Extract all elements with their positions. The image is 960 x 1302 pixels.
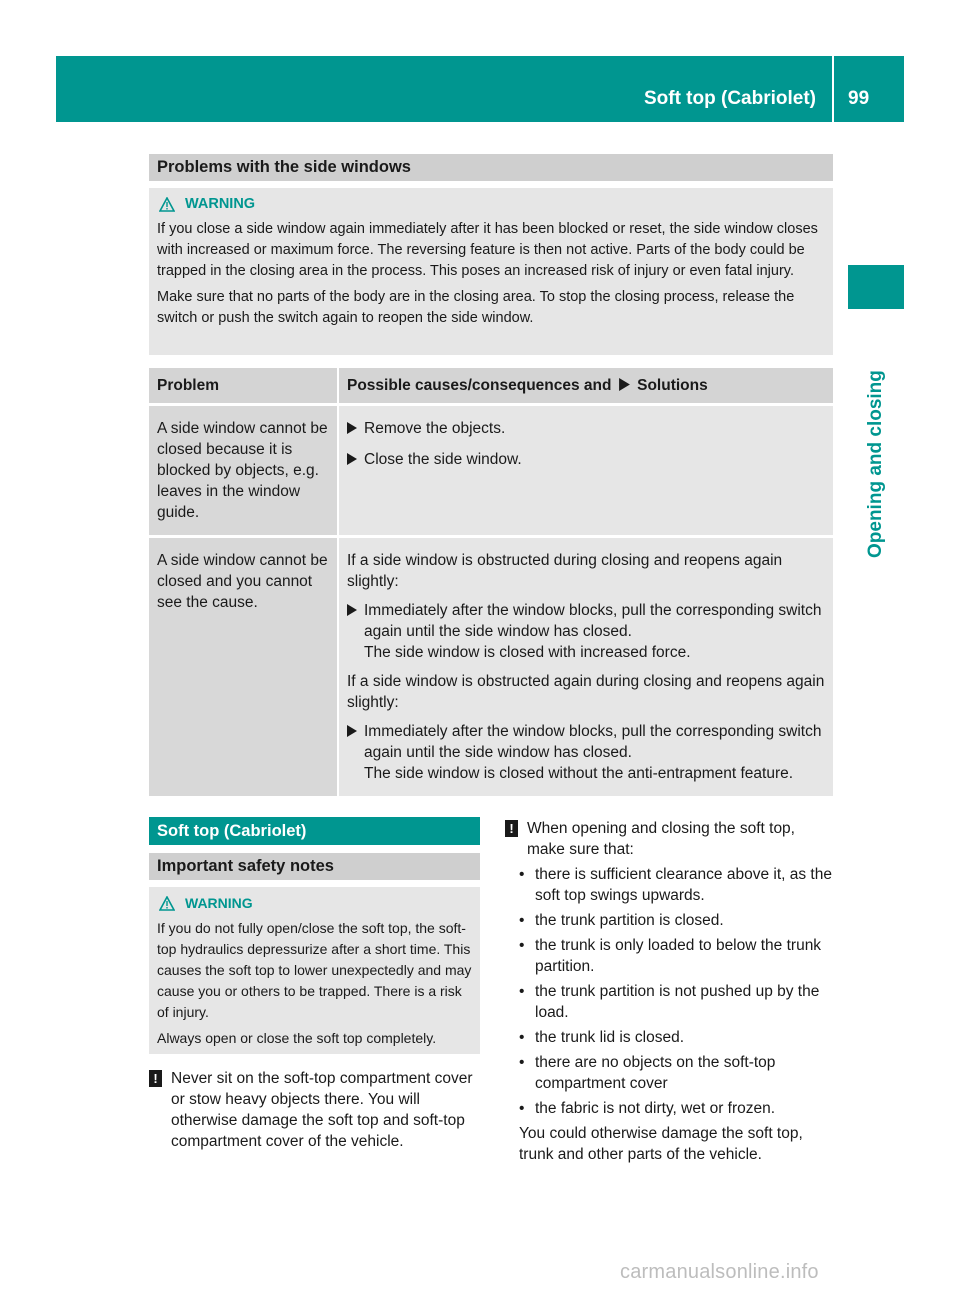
section-bar-soft-top: Soft top (Cabriolet)	[149, 817, 480, 845]
exclamation-notice-icon: !	[505, 820, 518, 837]
section-heading-side-windows: Problems with the side windows	[149, 154, 833, 181]
column-header-solutions	[339, 368, 833, 406]
action-arrow-icon	[347, 725, 357, 737]
closing-text: You could otherwise damage the soft top, trunk and other parts of the vehicle.	[519, 1125, 803, 1163]
action-step-text: Immediately after the window blocks, pull the corresponding switch again until the side window has closed.	[364, 723, 822, 761]
warning-triangle-icon	[159, 896, 175, 911]
watermark: carmanualsonline.info	[620, 1261, 819, 1283]
list-item-text: the fabric is not dirty, wet or frozen.	[535, 1100, 776, 1117]
action-result: The side window is closed without the anti-entrapment feature.	[364, 765, 794, 782]
action-step-body	[364, 600, 825, 663]
action-step	[347, 600, 825, 663]
table-row	[149, 406, 833, 538]
warning-paragraph: Always open or close the soft top completely.	[157, 1030, 437, 1046]
list-item-text: there is sufficient clearance above it, as the soft top swings upwards.	[535, 866, 832, 904]
list-item: • there is sufficient clearance above it, as the soft top swings upwards.	[519, 864, 835, 906]
list-item: • the fabric is not dirty, wet or frozen.	[519, 1100, 776, 1117]
column-header-problem: Problem	[149, 368, 339, 406]
notice-soft-top-compartment	[149, 1068, 482, 1152]
list-item: • the trunk partition is closed.	[519, 912, 724, 929]
action-arrow-icon	[619, 378, 630, 391]
list-item-text: the trunk lid is closed.	[535, 1029, 685, 1046]
solution-intro: If a side window is obstructed during closing and reopens again slightly:	[347, 552, 783, 590]
table-header-row	[149, 368, 833, 406]
warning-label: WARNING	[185, 196, 256, 212]
precaution-list	[505, 864, 835, 1119]
exclamation-notice-icon: !	[149, 1070, 162, 1087]
chapter-tab-marker	[848, 265, 904, 309]
warning-label: WARNING	[185, 895, 253, 911]
table-row	[149, 538, 833, 799]
right-column	[505, 818, 835, 1165]
list-item-text: there are no objects on the soft-top compartment cover	[535, 1054, 776, 1092]
warning-box-soft-top	[149, 887, 480, 1054]
warning-title	[157, 893, 476, 914]
warning-triangle-icon	[159, 197, 175, 212]
solution-cell	[339, 406, 833, 538]
notice-text: Never sit on the soft-top compartment cover or stow heavy objects there. You will otherwise damage the soft top and soft-top compartment cover of the vehicle.	[171, 1070, 473, 1150]
problem-cell: A side window cannot be closed and you cannot see the cause.	[149, 538, 339, 799]
action-step	[347, 449, 825, 472]
action-arrow-icon	[347, 604, 357, 616]
list-item-text: the trunk partition is closed.	[535, 912, 724, 929]
action-arrow-icon	[347, 422, 357, 434]
header-divider	[832, 56, 834, 122]
warning-title	[157, 194, 825, 215]
action-step-text: Close the side window.	[364, 451, 522, 468]
notice-opening-closing	[505, 818, 835, 860]
problem-solution-table	[149, 368, 833, 799]
column-header-solutions-suffix: Solutions	[637, 377, 708, 394]
page-header-bar	[56, 56, 904, 122]
warning-box-side-windows	[149, 188, 833, 355]
warning-paragraph: Make sure that no parts of the body are in the closing area. To stop the closing process, release the switch or push the switch again to reopen the side window.	[157, 289, 795, 326]
list-item: • the trunk partition is not pushed up by the load.	[519, 981, 835, 1023]
action-step-text: Immediately after the window blocks, pull the corresponding switch again until the side window has closed.	[364, 602, 822, 640]
warning-paragraph: If you do not fully open/close the soft top, the soft-top hydraulics depressurize after a short time. This causes the soft top to lower unexpectedly and may cause you or others to be trapped. There is a risk of injury.	[157, 920, 472, 1020]
list-item: • there are no objects on the soft-top compartment cover	[519, 1052, 835, 1094]
list-item: • the trunk is only loaded to below the trunk partition.	[519, 935, 835, 977]
list-item-text: the trunk partition is not pushed up by the load.	[535, 983, 820, 1021]
solution-cell	[339, 538, 833, 799]
page-number: 99	[848, 88, 870, 109]
column-header-solutions-text: Possible causes/consequences and	[347, 377, 612, 394]
action-result: The side window is closed with increased force.	[364, 644, 691, 661]
list-item: • the trunk lid is closed.	[519, 1029, 685, 1046]
action-arrow-icon	[347, 453, 357, 465]
action-step-text: Remove the objects.	[364, 420, 506, 437]
action-step	[347, 418, 825, 441]
solution-intro: If a side window is obstructed again during closing and reopens again slightly:	[347, 673, 825, 711]
problem-cell: A side window cannot be closed because it is blocked by objects, e.g. leaves in the window guide.	[149, 406, 339, 538]
section-heading-safety-notes: Important safety notes	[149, 853, 480, 880]
running-header-title: Soft top (Cabriolet)	[643, 88, 816, 109]
action-step-body	[364, 721, 825, 784]
warning-paragraph: If you close a side window again immediately after it has been blocked or reset, the side window closes with increased or maximum force. The reversing feature is then not active. Parts of the body could be trapped in the closing area in the process. This poses an increased risk of injury or even fatal injury.	[157, 221, 818, 279]
notice-text: When opening and closing the soft top, make sure that:	[527, 820, 795, 858]
action-step	[347, 721, 825, 784]
list-item-text: the trunk is only loaded to below the trunk partition.	[535, 937, 822, 975]
chapter-tab-label: Opening and closing	[865, 370, 886, 558]
